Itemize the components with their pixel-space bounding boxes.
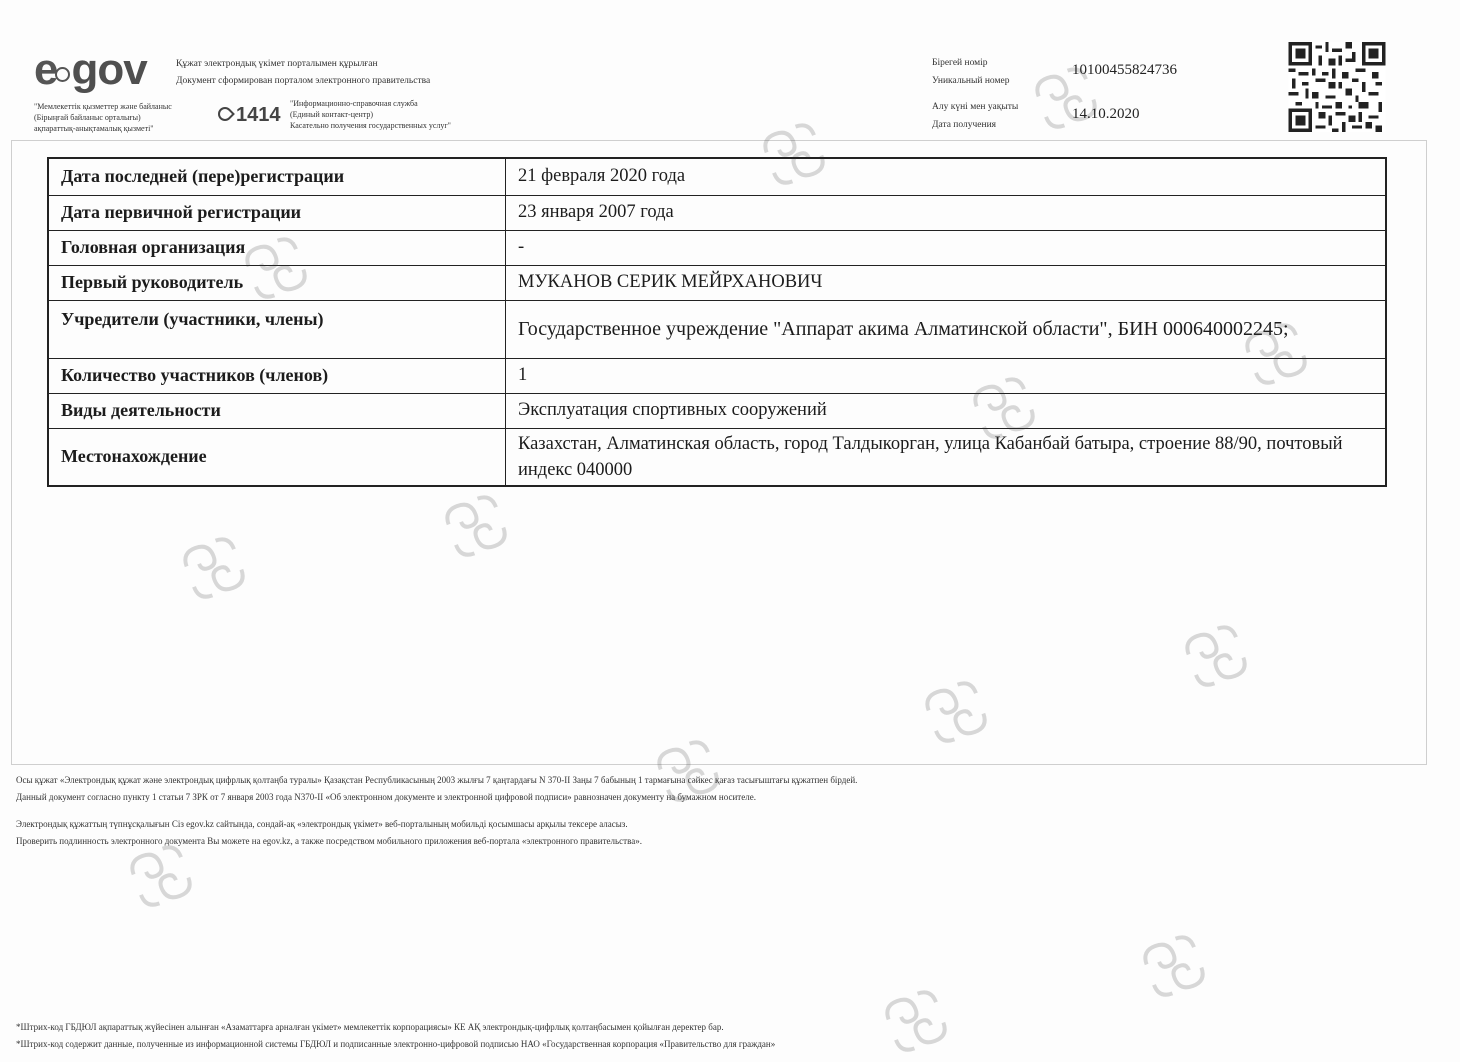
table-row (48, 158, 1386, 195)
qr-code-icon (1288, 42, 1386, 132)
verify-text-ru: Проверить подлинность электронного документа Вы можете на egov.kz, а также посредством мобильного приложения веб-портала «электронного правительства». (16, 836, 642, 846)
legal-text-ru: Данный документ согласно пункту 1 статьи 7 ЗРК от 7 января 2003 года N370-II «Об электронном документе и электронной цифровой подписи» равнозначен документу на бумажном носителе. (16, 792, 756, 802)
ornament-watermark-icon (178, 532, 250, 604)
ornament-watermark-icon (1240, 318, 1312, 390)
unique-label-kz: Бірегей номір (932, 58, 988, 68)
subtitle-kz: Құжат электрондық үкімет порталымен құрылған (176, 59, 378, 69)
row-value: - (506, 230, 1387, 265)
ornament-watermark-icon (880, 985, 952, 1057)
date-label-kz: Алу күні мен уақыты (932, 102, 1019, 112)
barcode-note-kz: *Штрих-код ГБДЮЛ ақпараттық жүйесінен алынған «Азаматтарға арналған үкімет» мемлекеттік корпорациясы» КЕ АҚ электрондық-цифрлық қолтаңбасымен қойылған деректер бар. (16, 1022, 724, 1032)
unique-label-ru: Уникальный номер (932, 76, 1010, 86)
ornament-watermark-icon (1030, 62, 1102, 134)
table-row (48, 358, 1386, 393)
service-center-line: ақпараттық-анықтамалық қызметі" (34, 124, 154, 133)
row-value: 21 февраля 2020 года (506, 158, 1387, 195)
row-value: 1 (506, 358, 1387, 393)
row-value: Казахстан, Алматинская область, город Талдыкорган, улица Кабанбай батыра, строение 88/90, почтовый индекс 040000 (506, 428, 1387, 486)
ornament-watermark-icon (652, 735, 724, 807)
received-date: 14.10.2020 (1072, 106, 1140, 122)
barcode-note-ru: *Штрих-код содержит данные, полученные из информационной системы ГБДЮЛ и подписанные электронно-цифровой подписью НАО «Государственная корпорация «Правительство для граждан» (16, 1039, 776, 1049)
row-label: Дата последней (пере)регистрации (48, 158, 506, 195)
ornament-watermark-icon (440, 490, 512, 562)
egov-logo: e gov (34, 45, 147, 94)
unique-number: 10100455824736 (1072, 62, 1177, 78)
info-service-line: (Единый контакт-центр) (290, 110, 374, 119)
info-service-line: "Информационно-справочная служба (290, 99, 418, 108)
date-label-ru: Дата получения (932, 120, 997, 130)
ornament-watermark-icon (1180, 620, 1252, 692)
registration-table (47, 157, 1387, 487)
info-service-line: Касательно получения государственных услуг" (290, 121, 451, 130)
legal-text-kz: Осы құжат «Электрондық құжат және электрондық цифрлық қолтаңба туралы» Қазақстан Республикасының 2003 жылғы 7 қаңтардағы N 370-II Заңы 7 бабының 1 тармағына сәйкес қағаз тасығыштағы құжатпен бірдей. (16, 775, 858, 785)
table-row (48, 428, 1386, 486)
phone-number (218, 104, 281, 127)
table-row (48, 300, 1386, 358)
ornament-watermark-icon (240, 232, 312, 304)
row-value: МУКАНОВ СЕРИК МЕЙРХАНОВИЧ (506, 265, 1387, 300)
service-center-text (34, 101, 214, 134)
logo-circle-icon (55, 67, 70, 82)
ornament-watermark-icon (1138, 930, 1210, 1002)
row-value: 23 января 2007 года (506, 195, 1387, 230)
verify-text-kz: Электрондық құжаттың түпнұсқалығын Сіз egov.kz сайтында, сондай-ақ «электрондық үкімет» веб-порталының мобильді қосымшасы арқылы тексере аласыз. (16, 819, 628, 829)
table-row (48, 393, 1386, 428)
row-label: Учредители (участники, члены) (48, 300, 506, 358)
row-label: Дата первичной регистрации (48, 195, 506, 230)
row-value: Эксплуатация спортивных сооружений (506, 393, 1387, 428)
phone-icon (215, 104, 235, 124)
info-service-text (290, 98, 520, 131)
ornament-watermark-icon (920, 676, 992, 748)
row-label: Первый руководитель (48, 265, 506, 300)
subtitle-ru: Документ сформирован порталом электронного правительства (176, 76, 431, 86)
qr-code (1288, 42, 1386, 132)
ornament-watermark-icon (758, 118, 830, 190)
ornament-watermark-icon (968, 372, 1040, 444)
service-center-line: (Бірыңғай байланыс орталығы) (34, 113, 141, 122)
row-label: Головная организация (48, 230, 506, 265)
table-row (48, 195, 1386, 230)
row-label: Виды деятельности (48, 393, 506, 428)
ornament-watermark-icon (125, 840, 197, 912)
row-label: Количество участников (членов) (48, 358, 506, 393)
service-center-line: "Мемлекеттік қызметтер және байланыс (34, 102, 172, 111)
row-label: Местонахождение (48, 428, 506, 486)
phone-value: 1414 (236, 104, 281, 126)
row-value: Государственное учреждение "Аппарат акима Алматинской области", БИН 000640002245; (506, 300, 1387, 358)
